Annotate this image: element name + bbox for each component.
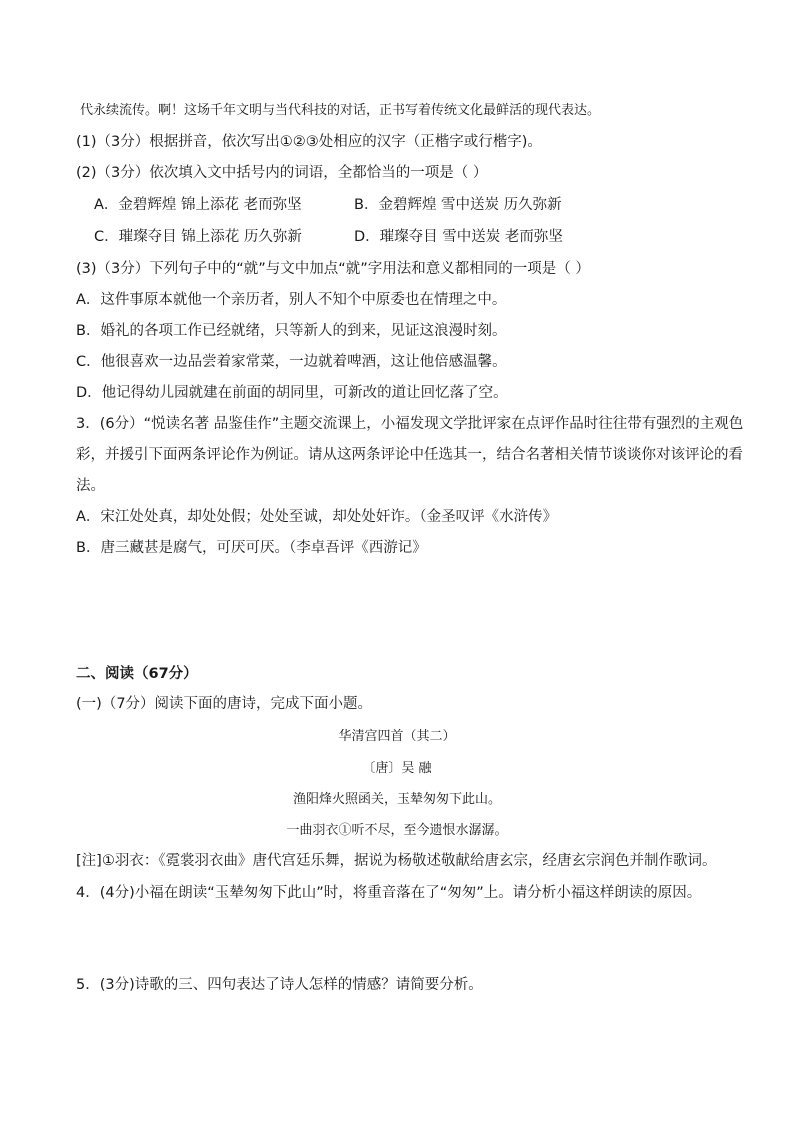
option-2-2-b: B．金碧辉煌 雪中送炭 历久弥新 [354, 197, 562, 213]
option-2-3-b: B．婚礼的各项工作已经就绪，只等新人的到来，见证这浪漫时刻。 [76, 323, 507, 339]
question-3-line-3: 法。 [76, 478, 105, 494]
question-5: 5．(3分)诗歌的三、四句表达了诗人怎样的情感？请简要分析。 [76, 977, 483, 993]
option-2-2-d: D．璀璨夺目 雪中送炭 老而弥坚 [354, 229, 563, 245]
intro-tail-text: 代永续流传。啊！这场千年文明与当代科技的对话，正书写着传统文化最鲜活的现代表达。 [80, 103, 601, 118]
poem-line-2: 一曲羽衣①听不尽，至今遗恨水潺潺。 [286, 823, 508, 838]
question-2-2: (2)（3分）依次填入文中括号内的词语，全都恰当的一项是（ ） [76, 165, 488, 181]
question-4: 4．(4分)小福在朗读“玉辇匆匆下此山”时，将重音落在了“匆匆”上。请分析小福这样朗读的原因。 [76, 885, 702, 901]
option-2-2-a: A．金碧辉煌 锦上添花 老而弥坚 [94, 197, 302, 213]
option-2-2-c: C．璀璨夺目 锦上添花 历久弥新 [94, 229, 302, 245]
option-2-3-a: A．这件事原本就他一个亲历者，别人不知个中原委也在情理之中。 [76, 292, 507, 308]
poem-author: 〔唐〕吴 融 [362, 761, 432, 776]
question-3-option-a: A．宋江处处真，却处处假；处处至诚，却处处奸诈。（金圣叹评《水浒传》 [76, 509, 558, 525]
poem-line-1: 渔阳烽火照函关，玉辇匆匆下此山。 [292, 792, 501, 807]
poem-title: 华清宫四首（其二） [338, 729, 456, 744]
question-3-line-2: 彩，并援引下面两条评论作为例证。请从这两条评论中任选其一，结合名著相关情节谈谈你对该评论的看 [76, 447, 743, 463]
question-3-line-1: 3．(6分）“悦读名著 品鉴佳作”主题交流课上，小福发现文学批评家在点评作品时往往带有强烈的主观色 [76, 416, 744, 432]
option-2-3-d: D．他记得幼儿园就建在前面的胡同里，可新改的道让回忆落了空。 [76, 385, 508, 401]
section-2-title: 二、阅读（67分） [76, 666, 198, 682]
annotation-note: [注]①羽衣：《霓裳羽衣曲》唐代宫廷乐舞，据说为杨敬述敬献给唐玄宗，经唐玄宗润色并制作歌词。 [76, 853, 717, 869]
part-1-intro: (一)（7分）阅读下面的唐诗，完成下面小题。 [76, 696, 373, 712]
question-2-1: (1)（3分）根据拼音，依次写出①②③处相应的汉字（正楷字或行楷字)。 [76, 134, 542, 150]
question-3-option-b: B．唐三藏甚是腐气，可厌可厌。（李卓吾评《西游记》 [76, 540, 427, 556]
question-2-3: (3)（3分）下列句子中的“就”与文中加点“就”字用法和意义都相同的一项是（ ） [76, 261, 590, 277]
option-2-3-c: C．他很喜欢一边品尝着家常菜，一边就着啤酒，这让他倍感温馨。 [76, 354, 507, 370]
